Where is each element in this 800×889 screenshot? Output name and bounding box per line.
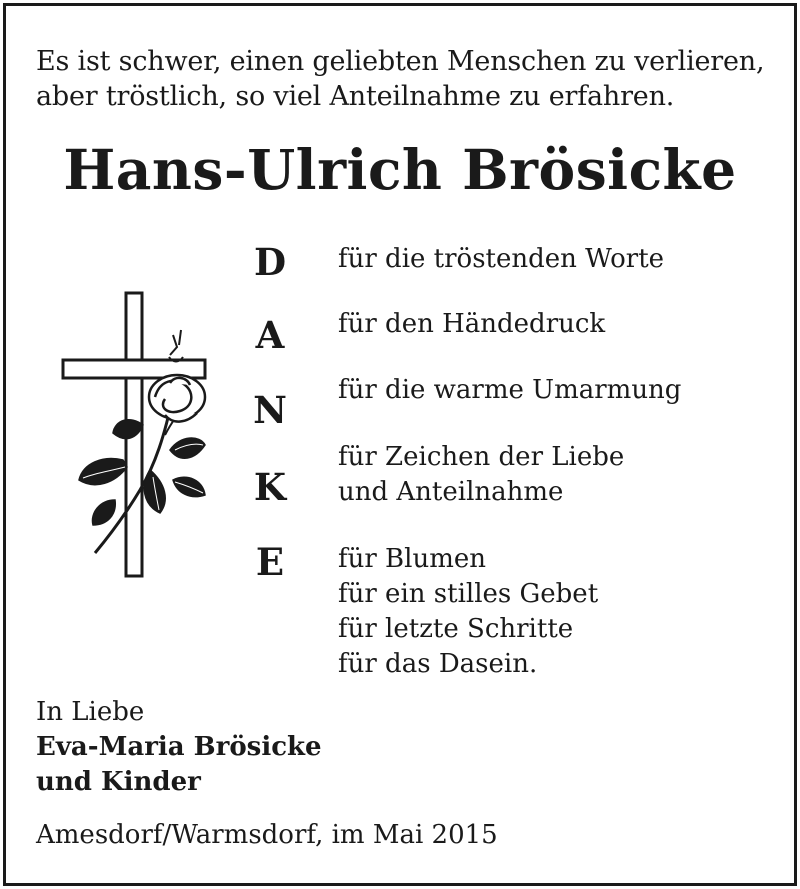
signature-name-line-1: Eva-Maria Brösicke [36, 732, 322, 762]
danke-letter-d: D [253, 240, 287, 284]
signature-greeting: In Liebe [36, 697, 145, 727]
danke-phrase-k-1: für Zeichen der Liebe [338, 442, 625, 472]
deceased-name: Hans-Ulrich Brösicke [63, 137, 737, 202]
intro-line-1: Es ist schwer, einen geliebten Menschen zu verlieren, [36, 46, 765, 77]
danke-phrase-k-2: und Anteilnahme [338, 477, 564, 507]
signature-name-line-2: und Kinder [36, 767, 201, 797]
danke-phrase-e-2: für ein stilles Gebet [338, 579, 599, 609]
place-date: Amesdorf/Warmsdorf, im Mai 2015 [36, 820, 498, 850]
danke-letter-n: N [253, 388, 287, 432]
danke-letter-a: A [255, 313, 285, 357]
intro-line-2: aber tröstlich, so viel Anteilnahme zu erfahren. [36, 81, 675, 112]
cross-with-rose-icon [55, 285, 215, 585]
danke-letter-e: E [255, 540, 285, 584]
danke-phrase-d-1: für die tröstenden Worte [338, 244, 665, 274]
intro-text [36, 44, 764, 114]
danke-phrase-e-4: für das Dasein. [338, 649, 538, 679]
danke-phrase-n-1: für die warme Umarmung [338, 375, 682, 405]
danke-phrase-e-1: für Blumen [338, 544, 487, 574]
danke-phrase-a-1: für den Händedruck [338, 309, 606, 339]
danke-phrase-e-3: für letzte Schritte [338, 614, 574, 644]
danke-letter-k: K [253, 465, 287, 509]
